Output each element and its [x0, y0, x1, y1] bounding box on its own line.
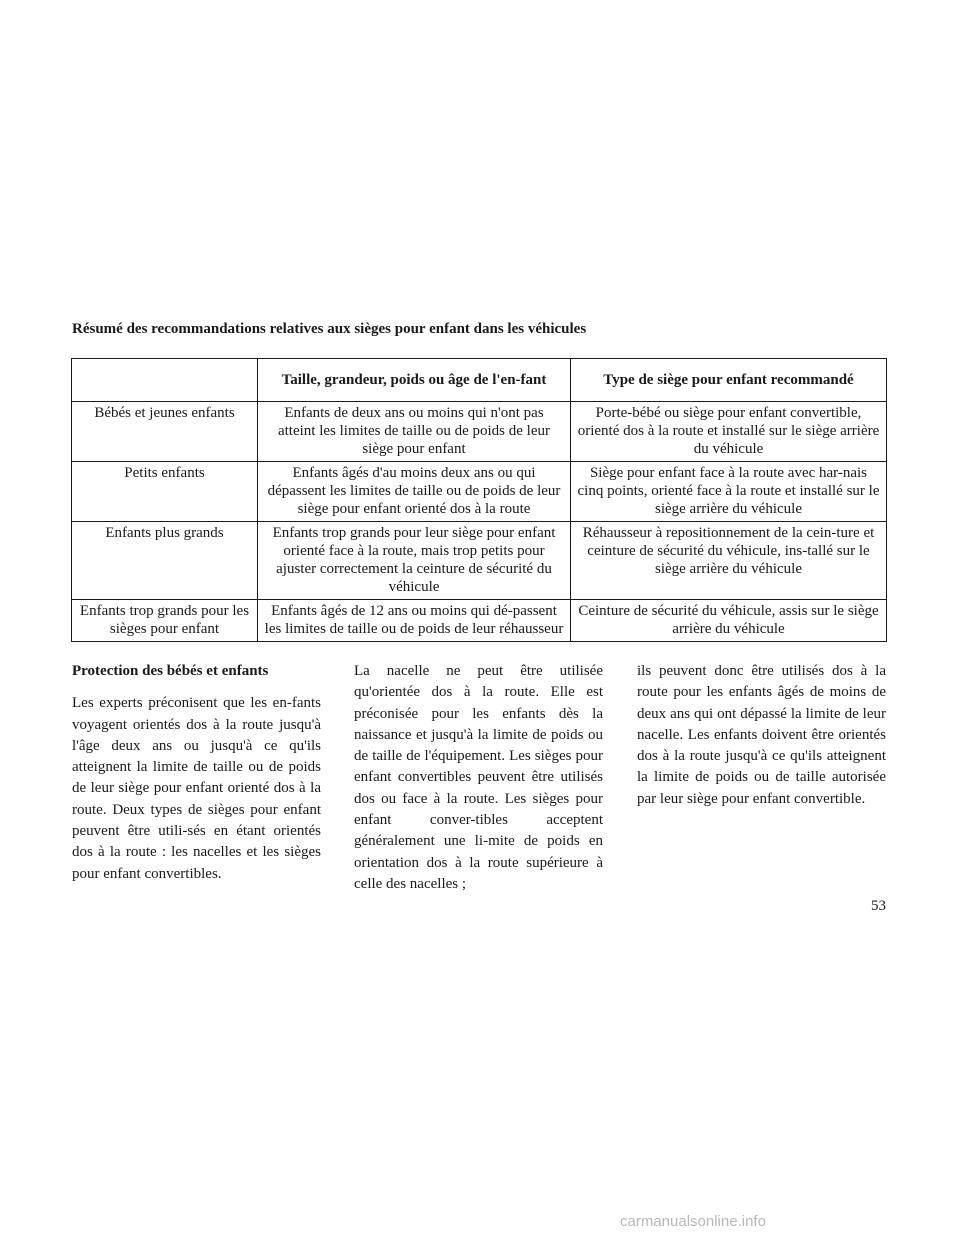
paragraph: ils peuvent donc être utilisés dos à la route pour les enfants âgés de moins de deux ans qui ont dépassé la limite de leur nacelle. Les enfants doivent être orientés dos à la route jusqu'à ce qu'ils atteignent la limite de poids ou de taille autorisée par leur siège pour enfant convertible.	[637, 663, 886, 807]
table-cell-size: Enfants âgés d'au moins deux ans ou qui dépassent les limites de taille ou de poids de leur siège pour enfant orienté dos à la route	[258, 462, 571, 522]
table-cell-category: Enfants trop grands pour les sièges pour enfant	[72, 600, 258, 642]
table-header-size: Taille, grandeur, poids ou âge de l'en-fant	[258, 359, 571, 402]
table-cell-size: Enfants âgés de 12 ans ou moins qui dé-passent les limites de taille ou de poids de leur réhausseur	[258, 600, 571, 642]
watermark: carmanualsonline.info	[620, 1213, 766, 1230]
table-row	[72, 402, 887, 462]
table-cell-category: Petits enfants	[72, 462, 258, 522]
section-heading: Protection des bébés et enfants	[72, 663, 269, 679]
text-column-1	[72, 661, 321, 885]
child-seat-recommendation-table	[71, 358, 887, 642]
text-column-2	[354, 661, 603, 895]
table-header-row	[72, 359, 887, 402]
table-row	[72, 600, 887, 642]
table-cell-seat-type: Ceinture de sécurité du véhicule, assis sur le siège arrière du véhicule	[571, 600, 887, 642]
table-cell-size: Enfants de deux ans ou moins qui n'ont pas atteint les limites de taille ou de poids de leur siège pour enfant	[258, 402, 571, 462]
table-row	[72, 522, 887, 600]
paragraph: La nacelle ne peut être utilisée qu'orientée dos à la route. Elle est préconisée pour les enfants dès la naissance et jusqu'à la limite de poids ou de taille de l'équipement. Les sièges pour enfant convertibles peuvent être utilisés dos ou face à la route. Les sièges pour enfant conver-tibles acceptent généralement une li-mite de poids en orientation dos à la route supérieure à celle des nacelles ;	[354, 663, 603, 892]
paragraph: Les experts préconisent que les en-fants voyagent orientés dos à la route jusqu'à l'âge deux ans ou jusqu'à ce qu'ils atteignent la limite de taille ou de poids de leur siège pour enfant orienté dos à la route. Deux types de sièges pour enfant peuvent être utili-sés en étant orientés dos à la route : les nacelles et les sièges pour enfant convertibles.	[72, 695, 321, 882]
table-cell-seat-type: Siège pour enfant face à la route avec har-nais cinq points, orienté face à la route et installé sur le siège arrière du véhicule	[571, 462, 887, 522]
table-cell-size: Enfants trop grands pour leur siège pour enfant orienté face à la route, mais trop petits pour ajuster correctement la ceinture de sécurité du véhicule	[258, 522, 571, 600]
table-header-category	[72, 359, 258, 402]
text-column-3	[637, 661, 886, 810]
table-cell-seat-type: Porte-bébé ou siège pour enfant convertible, orienté dos à la route et installé sur le siège arrière du véhicule	[571, 402, 887, 462]
table-title: Résumé des recommandations relatives aux sièges pour enfant dans les véhicules	[72, 321, 587, 337]
table-cell-seat-type: Réhausseur à repositionnement de la cein-ture et ceinture de sécurité du véhicule, ins-tallé sur le siège arrière du véhicule	[571, 522, 887, 600]
table-header-seat-type: Type de siège pour enfant recommandé	[571, 359, 887, 402]
page-number: 53	[871, 898, 886, 914]
table-row	[72, 462, 887, 522]
table-cell-category: Enfants plus grands	[72, 522, 258, 600]
table-cell-category: Bébés et jeunes enfants	[72, 402, 258, 462]
